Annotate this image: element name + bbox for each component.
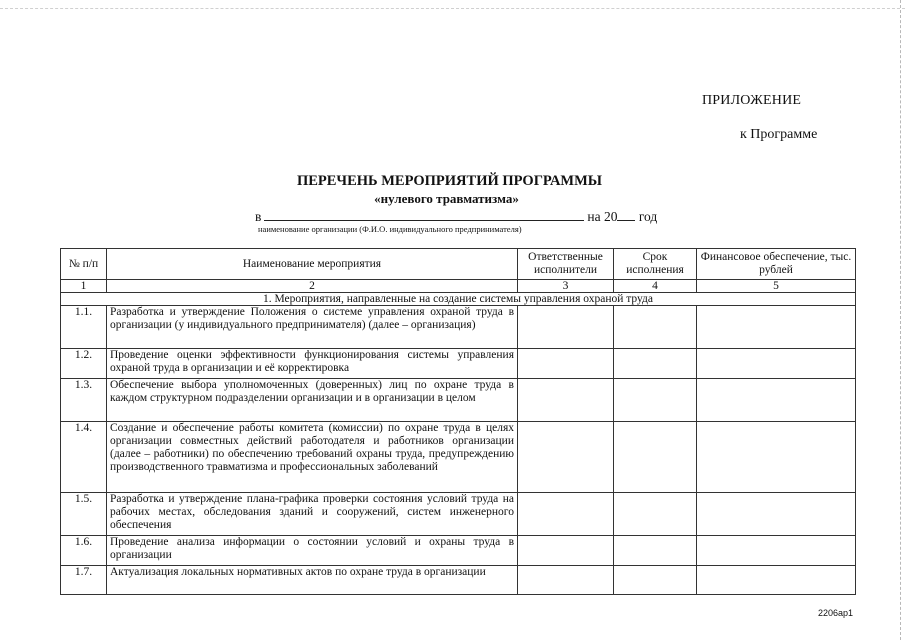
col-header-num: № п/п [61,249,107,280]
row-number: 1.5. [61,493,107,536]
document-subtitle: «нулевого травматизма» [374,191,519,206]
col-index-4: 4 [614,280,697,293]
row-measure: Разработка и утверждение Положения о системе управления охраной труда в организации (у индивидуального предпринимателя) (далее – организация) [107,306,518,349]
row-financing [697,536,856,566]
row-responsible [518,379,614,422]
row-responsible [518,349,614,379]
row-financing [697,306,856,349]
row-financing [697,566,856,595]
document-code: 2206ap1 [818,608,854,618]
col-index-5: 5 [697,280,856,293]
row-deadline [614,306,697,349]
row-number: 1.7. [61,566,107,595]
row-measure: Актуализация локальных нормативных актов по охране труда в организации [107,566,518,595]
table-header-row [61,249,856,280]
row-measure: Проведение оценки эффективности функционирования системы управления охраной труда в организации и её корректировка [107,349,518,379]
row-deadline [614,379,697,422]
row-deadline [614,493,697,536]
appendix-label: ПРИЛОЖЕНИЕ [702,93,802,108]
row-number: 1.6. [61,536,107,566]
col-header-deadline: Срок исполнения [614,249,697,280]
row-number: 1.3. [61,379,107,422]
section-row [61,293,856,306]
row-deadline [614,536,697,566]
table-row [61,379,856,422]
col-header-name: Наименование мероприятия [107,249,518,280]
measures-table [60,248,856,595]
row-financing [697,379,856,422]
column-index-row [61,280,856,293]
organization-blank [264,208,584,221]
col-index-3: 3 [518,280,614,293]
row-number: 1.4. [61,422,107,493]
table-row [61,306,856,349]
scan-edge-top [0,8,905,9]
row-deadline [614,422,697,493]
row-deadline [614,566,697,595]
to-program-label: к Программе [740,127,818,142]
scan-edge-right [900,0,901,640]
col-header-responsible: Ответственные исполнители [518,249,614,280]
document-title: ПЕРЕЧЕНЬ МЕРОПРИЯТИЙ ПРОГРАММЫ [296,173,603,189]
row-number: 1.2. [61,349,107,379]
col-index-1: 1 [61,280,107,293]
year-suffix: год [638,209,658,224]
row-financing [697,349,856,379]
row-measure: Создание и обеспечение работы комитета (комиссии) по охране труда в целях организации совместных действий работодателя и работников организации (далее – работники) по обеспечению требований охраны труда, предупреждению производственного травматизма и профессиональных заболеваний [107,422,518,493]
section-title: 1. Мероприятия, направленные на создание системы управления охраной труда [61,293,856,306]
row-responsible [518,422,614,493]
organization-caption: наименование организации (Ф.И.О. индивидуального предпринимателя) [258,224,522,234]
row-responsible [518,306,614,349]
in-prefix: в [255,209,262,224]
table-row [61,493,856,536]
row-responsible [518,493,614,536]
row-measure: Разработка и утверждение плана-графика проверки состояния условий труда на рабочих местах, обследования зданий и сооружений, систем инженерного обеспечения [107,493,518,536]
row-responsible [518,536,614,566]
row-responsible [518,566,614,595]
row-deadline [614,349,697,379]
row-measure: Проведение анализа информации о состоянии условий и охраны труда в организации [107,536,518,566]
table-row [61,422,856,493]
col-header-financing: Финансовое обеспечение, тыс. рублей [697,249,856,280]
row-number: 1.1. [61,306,107,349]
table-row [61,566,856,595]
col-index-2: 2 [107,280,518,293]
table-row [61,349,856,379]
row-measure: Обеспечение выбора уполномоченных (доверенных) лиц по охране труда в каждом структурном подразделении организации и в организации в целом [107,379,518,422]
year-prefix: на 20 [587,209,618,224]
year-blank [617,208,635,221]
organization-year-line [255,208,657,225]
row-financing [697,493,856,536]
row-financing [697,422,856,493]
table-row [61,536,856,566]
